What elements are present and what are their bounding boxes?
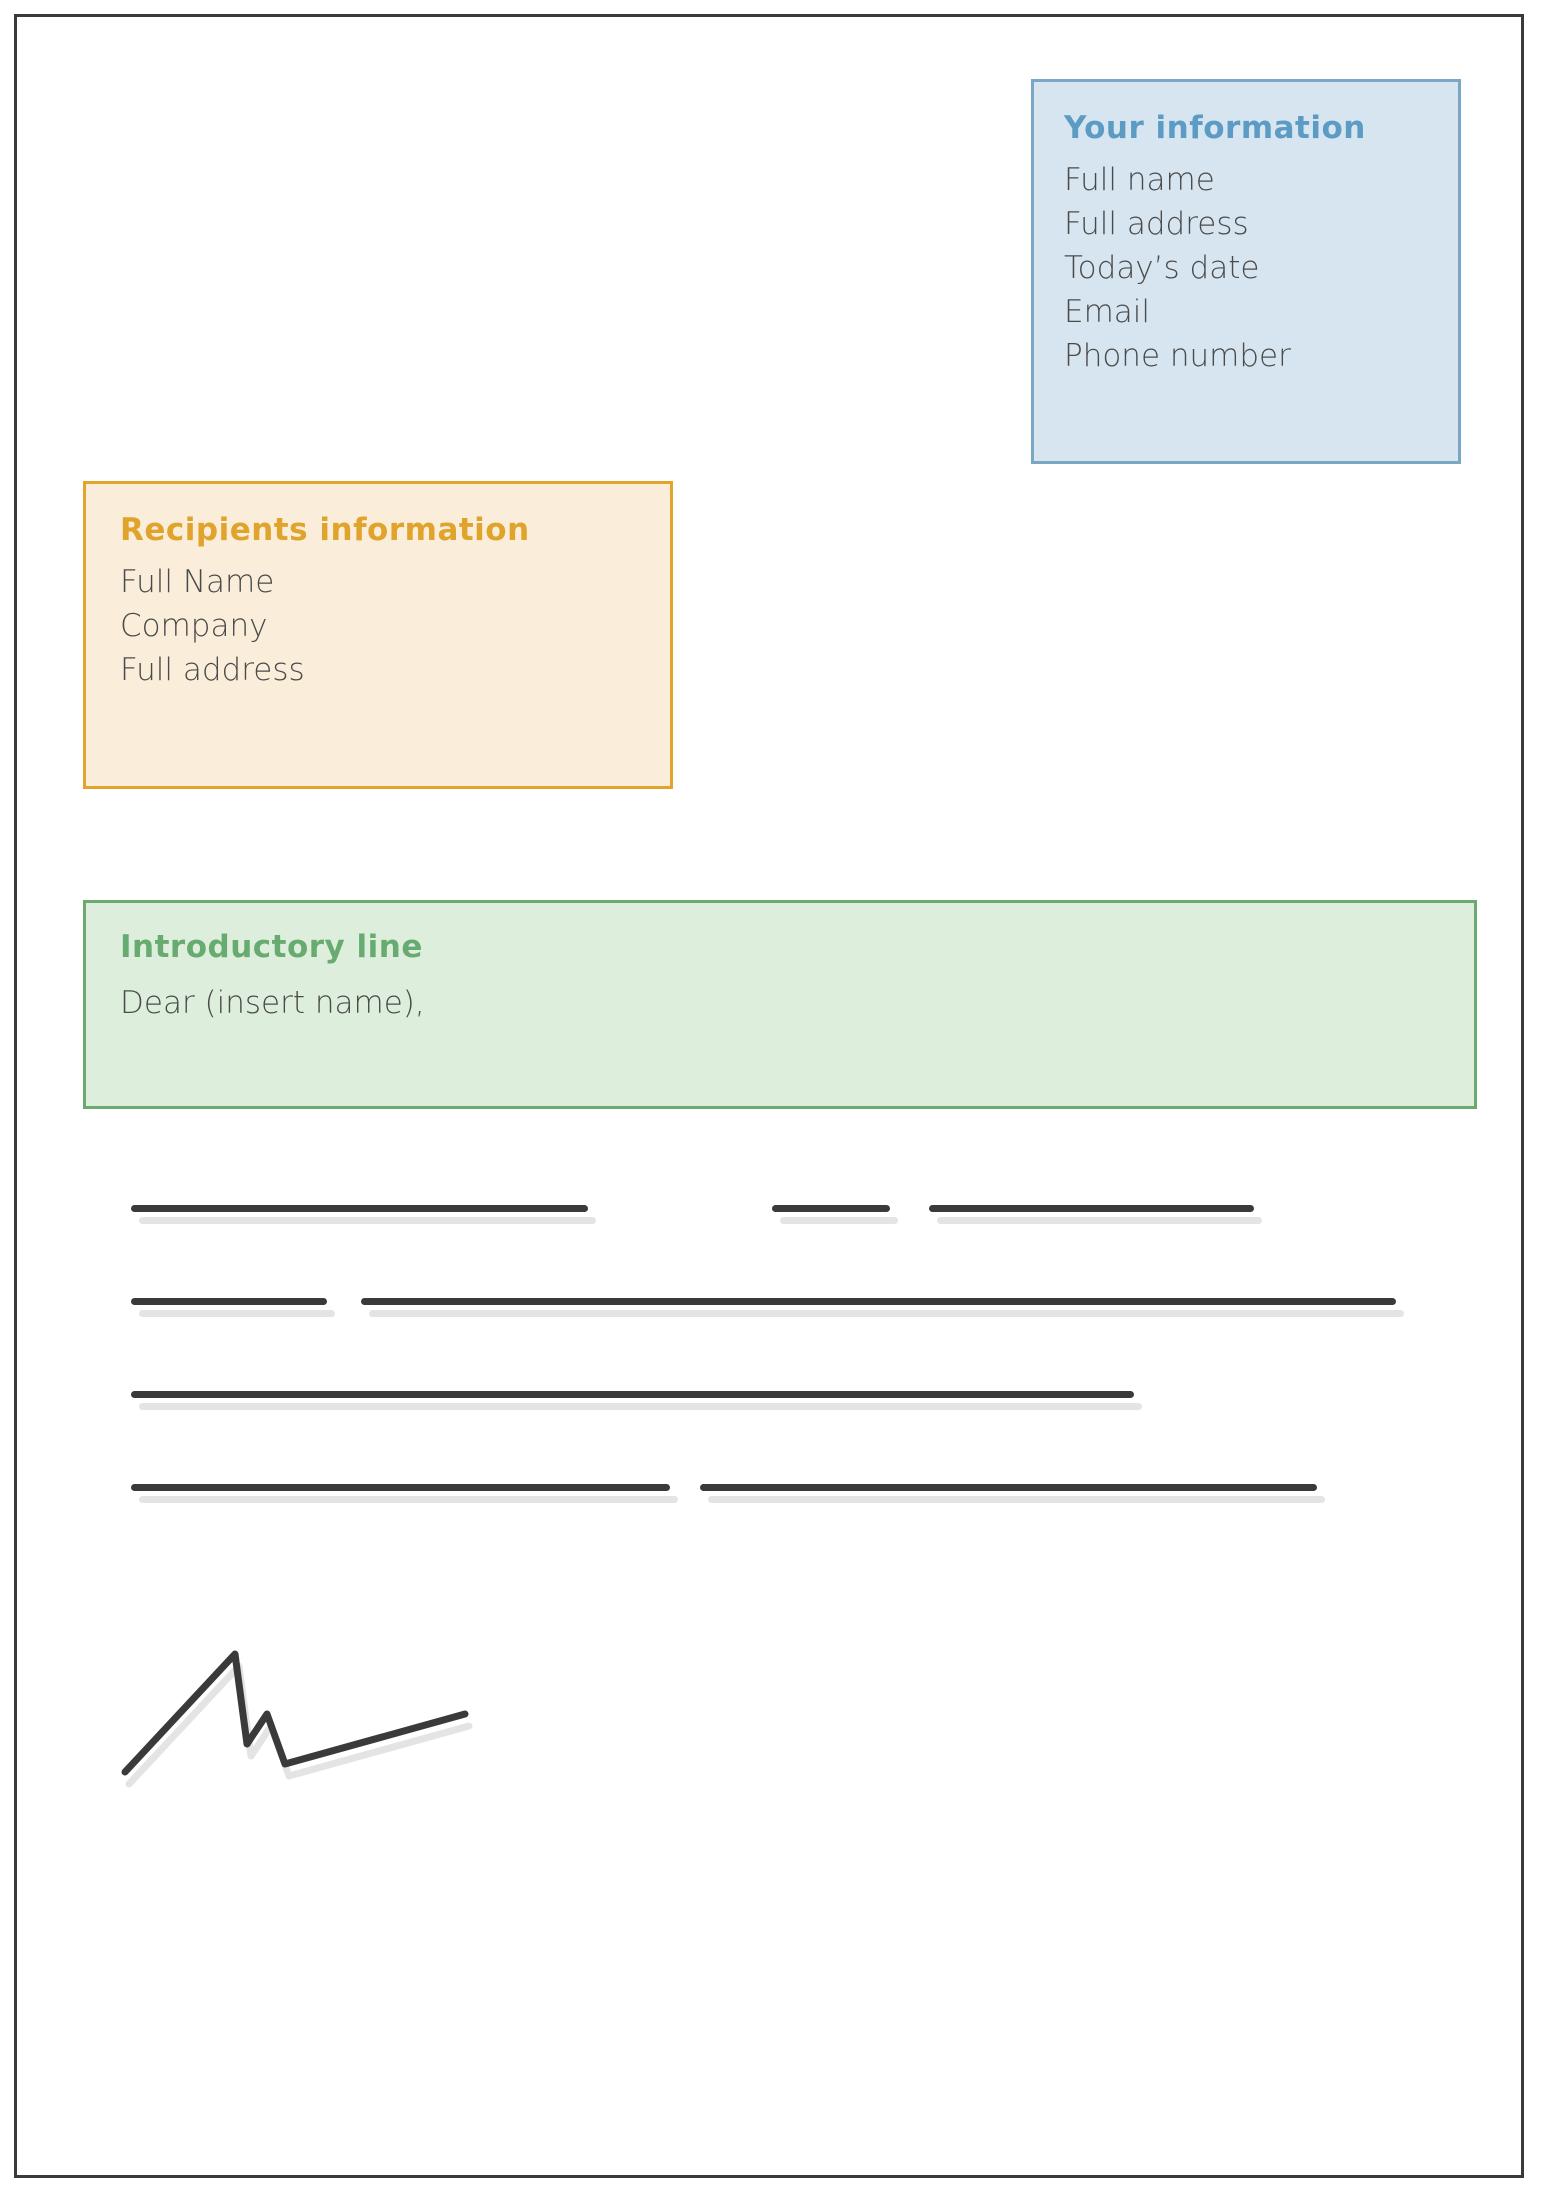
body-line — [772, 1205, 890, 1212]
introductory-line-text: Dear (insert name), — [120, 985, 425, 1021]
introductory-line-title: Introductory line — [120, 929, 423, 965]
body-line-shadow — [139, 1403, 1142, 1410]
body-line — [700, 1484, 1317, 1491]
body-line-shadow — [780, 1217, 898, 1224]
body-line — [131, 1484, 670, 1491]
body-line-shadow — [139, 1496, 678, 1503]
body-line — [131, 1205, 588, 1212]
body-line — [131, 1391, 1134, 1398]
body-line — [361, 1298, 1396, 1305]
recipients-information-line: Full Name — [120, 564, 275, 600]
signature — [117, 1632, 557, 1812]
body-line — [929, 1205, 1254, 1212]
body-line-shadow — [369, 1310, 1404, 1317]
body-line-shadow — [937, 1217, 1262, 1224]
your-information-line: Phone number — [1064, 338, 1291, 375]
recipients-information-line: Full address — [120, 652, 305, 689]
body-line-shadow — [139, 1310, 335, 1317]
your-information-line: Today’s date — [1064, 250, 1260, 287]
your-information-line: Full address — [1064, 206, 1249, 243]
recipients-information-title: Recipients information — [120, 512, 530, 548]
introductory-line-box[interactable] — [83, 900, 1477, 1109]
recipients-information-line: Company — [120, 608, 268, 645]
body-line-shadow — [708, 1496, 1325, 1503]
your-information-title: Your information — [1064, 110, 1366, 146]
recipients-information-box[interactable] — [83, 481, 673, 789]
letter-page — [14, 14, 1524, 2178]
your-information-box[interactable] — [1031, 79, 1461, 464]
your-information-line: Email — [1064, 294, 1151, 331]
signature-icon — [117, 1632, 557, 1812]
body-line-shadow — [139, 1217, 596, 1224]
body-line — [131, 1298, 327, 1305]
your-information-line: Full name — [1064, 162, 1215, 198]
